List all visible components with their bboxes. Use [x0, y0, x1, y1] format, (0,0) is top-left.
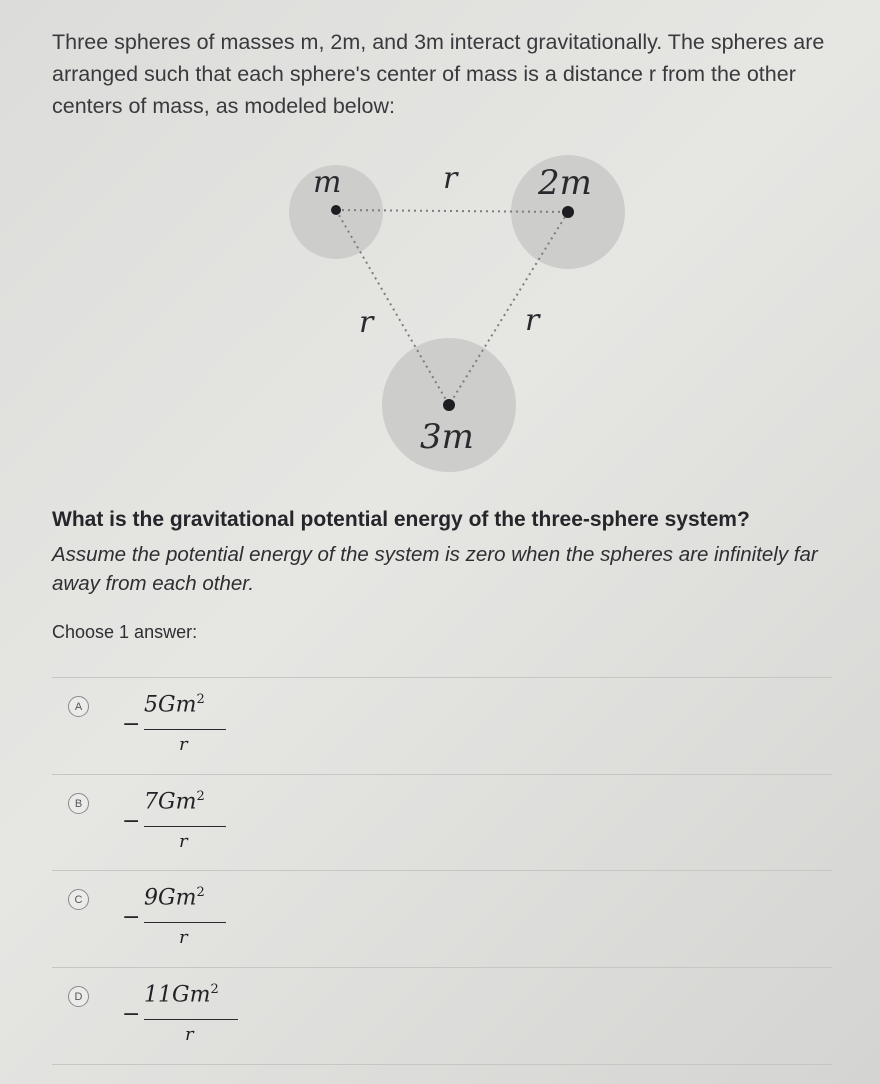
minus-sign: − — [122, 809, 141, 834]
option-divider — [52, 967, 832, 968]
label-r-top: r — [443, 161, 458, 196]
minus-sign: − — [122, 905, 141, 930]
fraction-bar — [144, 826, 226, 827]
radio-b-icon[interactable]: B — [68, 793, 89, 814]
minus-sign: − — [122, 1002, 141, 1027]
fraction-bar — [144, 1019, 238, 1020]
answer-option-d[interactable] — [52, 970, 832, 1060]
label-3m: 3m — [420, 417, 474, 457]
numerator: 9Gm$^2$ — [144, 885, 205, 911]
numerator: 11Gm$^2$ — [144, 982, 219, 1008]
answer-option-a[interactable] — [52, 680, 832, 770]
option-divider — [52, 870, 832, 871]
minus-sign: − — [122, 712, 141, 737]
option-divider — [52, 677, 832, 678]
numerator: 5Gm$^2$ — [144, 692, 205, 718]
numerator: 7Gm$^2$ — [144, 789, 205, 815]
center-point-m — [331, 205, 341, 215]
denominator: r — [179, 734, 188, 755]
problem-intro-text: Three spheres of masses m, 2m, and 3m interact gravitationally. The spheres are arranged such that each sphere's center of mass is a distance r from the other centers of mass, as modeled below: — [52, 30, 825, 118]
denominator: r — [179, 831, 188, 852]
assumption-text: Assume the potential energy of the system is zero when the spheres are infinitely far away from each other. — [52, 543, 818, 595]
center-point-2m — [562, 206, 574, 218]
radio-d-icon[interactable]: D — [68, 986, 89, 1007]
denominator: r — [185, 1024, 194, 1045]
radio-c-icon[interactable]: C — [68, 889, 89, 910]
option-divider — [52, 1064, 832, 1065]
label-m: m — [313, 165, 342, 200]
center-point-3m — [443, 399, 455, 411]
question-text: What is the gravitational potential energy of the three-sphere system? — [52, 508, 750, 531]
answer-option-c[interactable] — [52, 873, 832, 963]
fraction-bar — [144, 922, 226, 923]
denominator: r — [179, 927, 188, 948]
spheres-diagram — [270, 150, 650, 480]
option-divider — [52, 774, 832, 775]
label-2m: 2m — [538, 163, 592, 203]
choose-answer-label: Choose 1 answer: — [52, 622, 198, 642]
answer-option-b[interactable] — [52, 777, 832, 867]
radio-a-icon[interactable]: A — [68, 696, 89, 717]
fraction-bar — [144, 729, 226, 730]
label-r-right: r — [525, 303, 540, 338]
label-r-left: r — [359, 305, 374, 340]
